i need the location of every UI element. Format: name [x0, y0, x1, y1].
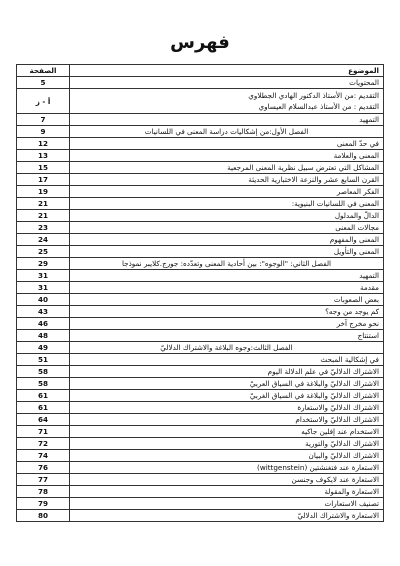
- toc-row-page: 74: [17, 450, 70, 462]
- toc-row-page: 79: [17, 498, 70, 510]
- toc-header-row: [17, 65, 384, 77]
- toc-row-page: 21: [17, 198, 70, 210]
- topic-column-header: الموضوع: [70, 65, 384, 77]
- toc-row-topic: الاشتراك الدلاليّ والبيان: [70, 450, 384, 462]
- toc-row-topic: الاشتراك الدلاليّ والبلاغة في السياق العربيّ: [70, 378, 384, 390]
- toc-row: [17, 210, 384, 222]
- toc-row-page: 21: [17, 210, 70, 222]
- toc-row: [17, 390, 384, 402]
- toc-row-topic: الدالّ والمدلول: [70, 210, 384, 222]
- toc-row-topic: نحو مخرج آخر: [70, 318, 384, 330]
- toc-row-topic: استنتاج: [70, 330, 384, 342]
- toc-row: [17, 150, 384, 162]
- toc-row-page: 25: [17, 246, 70, 258]
- toc-row-topic: المحتويات: [70, 77, 384, 89]
- toc-row: [17, 342, 384, 354]
- toc-row-page: 40: [17, 294, 70, 306]
- toc-row-page: 24: [17, 234, 70, 246]
- toc-row-page: 19: [17, 186, 70, 198]
- toc-row: [17, 258, 384, 270]
- toc-row: [17, 402, 384, 414]
- toc-row: [17, 510, 384, 522]
- toc-row-topic: في إشكالية المبحث: [70, 354, 384, 366]
- toc-row-page: 71: [17, 426, 70, 438]
- toc-row-page: 76: [17, 462, 70, 474]
- toc-row: [17, 222, 384, 234]
- toc-row-topic: الفكر المعاصر: [70, 186, 384, 198]
- toc-row-page: أ - ز: [17, 89, 70, 114]
- toc-row: [17, 270, 384, 282]
- toc-row-topic: الاستعارة عند لايكوف وجنسن: [70, 474, 384, 486]
- toc-row-topic: التقديم :من الأستاذ الدكتور الهادي الجطلاوي التقديم : من الأستاذ عبدالسلام العيساوي: [70, 89, 384, 114]
- toc-row: [17, 330, 384, 342]
- toc-row-page: 12: [17, 138, 70, 150]
- toc-row-topic: المشاكل التي تعترض سبيل نظرية المعنى المرجعية: [70, 162, 384, 174]
- toc-row-topic: الاشتراك الدلاليّ والتورية: [70, 438, 384, 450]
- toc-row: [17, 366, 384, 378]
- toc-row-page: 15: [17, 162, 70, 174]
- toc-row-page: 72: [17, 438, 70, 450]
- toc-row-page: 5: [17, 77, 70, 89]
- toc-row: [17, 486, 384, 498]
- toc-row-topic: الفصل الثالث:وجوه البلاغة والاشتراك الدلاليّ: [70, 342, 384, 354]
- toc-row-topic: الاستعارة والمقولة: [70, 486, 384, 498]
- toc-row-page: 31: [17, 270, 70, 282]
- page-column-header: الصفحة: [17, 65, 70, 77]
- toc-row-page: 61: [17, 402, 70, 414]
- toc-row: [17, 77, 384, 89]
- toc-row-topic: مقدمة: [70, 282, 384, 294]
- toc-row-topic: بعض الصعوبات: [70, 294, 384, 306]
- toc-row-page: 49: [17, 342, 70, 354]
- toc-row-page: 23: [17, 222, 70, 234]
- toc-row: [17, 114, 384, 126]
- toc-row-topic: المعنى في اللسانيات البنيوية:: [70, 198, 384, 210]
- toc-row-topic: القرن السابع عشر والنزعة الاختبارية الحديثة: [70, 174, 384, 186]
- toc-row: [17, 234, 384, 246]
- toc-row-topic: التمهيد: [70, 114, 384, 126]
- toc-row-page: 58: [17, 366, 70, 378]
- toc-row: [17, 462, 384, 474]
- toc-row-topic: كم يوجد من وجه؟: [70, 306, 384, 318]
- toc-row-page: 61: [17, 390, 70, 402]
- toc-row-page: 58: [17, 378, 70, 390]
- toc-row-page: 46: [17, 318, 70, 330]
- toc-row: [17, 414, 384, 426]
- toc-row: [17, 162, 384, 174]
- toc-row-topic: المعنى والمفهوم: [70, 234, 384, 246]
- toc-row-topic: تصنيف الاستعارات: [70, 498, 384, 510]
- toc-row-topic: التمهيد: [70, 270, 384, 282]
- toc-row: [17, 306, 384, 318]
- toc-row-page: 7: [17, 114, 70, 126]
- toc-row: [17, 186, 384, 198]
- toc-row-page: 13: [17, 150, 70, 162]
- toc-row-topic: الاستعارة والاشتراك الدلاليّ: [70, 510, 384, 522]
- toc-row-page: 43: [17, 306, 70, 318]
- toc-row-topic: الاشتراك الدلاليّ والاستعارة: [70, 402, 384, 414]
- toc-row: [17, 378, 384, 390]
- toc-row: [17, 354, 384, 366]
- toc-row-topic: المعنى والعلامة: [70, 150, 384, 162]
- toc-row-topic: الاستخدام عند إفلين جاكيه: [70, 426, 384, 438]
- toc-row-topic: الاشتراك الدلاليّ والبلاغة في السياق الغربيّ: [70, 390, 384, 402]
- toc-row: [17, 294, 384, 306]
- toc-row-topic: الاشتراك الدلاليّ في علم الدلالة اليوم: [70, 366, 384, 378]
- toc-row: [17, 282, 384, 294]
- toc-row: [17, 498, 384, 510]
- toc-row-topic: الاشتراك الدلاليّ والاستخدام: [70, 414, 384, 426]
- toc-row: [17, 426, 384, 438]
- toc-row-page: 48: [17, 330, 70, 342]
- toc-row-page: 31: [17, 282, 70, 294]
- toc-row: [17, 450, 384, 462]
- toc-row-page: 9: [17, 126, 70, 138]
- toc-row-topic: الفصل الثاني: "الوجوه": بين أحادية المعنى وتعدّده: جورج.كلايبر نموذجا: [70, 258, 384, 270]
- toc-row-page: 51: [17, 354, 70, 366]
- toc-row-topic: الاستعارة عند فتغنشتين (wittgenstein): [70, 462, 384, 474]
- toc-row: [17, 138, 384, 150]
- toc-row-page: 80: [17, 510, 70, 522]
- toc-row: [17, 246, 384, 258]
- toc-body: [17, 77, 384, 522]
- toc-row-page: 77: [17, 474, 70, 486]
- toc-row-page: 29: [17, 258, 70, 270]
- toc-row-topic: مجالات المعنى: [70, 222, 384, 234]
- toc-row: [17, 438, 384, 450]
- toc-row: [17, 126, 384, 138]
- toc-row: [17, 318, 384, 330]
- toc-row-topic: الفصل الأول:من إشكاليات دراسة المعنى في اللسانيات: [70, 126, 384, 138]
- toc-row-page: 17: [17, 174, 70, 186]
- toc-row-page: 78: [17, 486, 70, 498]
- toc-table: [16, 64, 384, 522]
- toc-row-page: 64: [17, 414, 70, 426]
- toc-row: [17, 474, 384, 486]
- toc-row: [17, 174, 384, 186]
- page-title: فهرس: [170, 32, 230, 53]
- toc-row: [17, 198, 384, 210]
- toc-row: [17, 89, 384, 114]
- toc-row-topic: المعنى والتأويل: [70, 246, 384, 258]
- toc-row-topic: في حدّ المعنى: [70, 138, 384, 150]
